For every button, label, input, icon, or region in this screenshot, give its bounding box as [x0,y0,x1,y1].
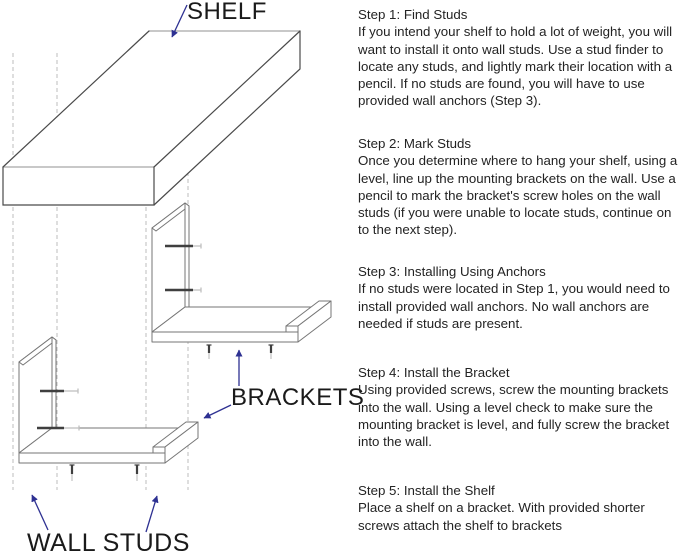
step-2-title: Step 2: Mark Studs [358,136,472,151]
step-3-title: Step 3: Installing Using Anchors [358,264,546,279]
upper-bracket [152,203,331,342]
wall-studs-label: WALL STUDS [27,529,190,556]
shelf-drawing [3,31,300,205]
step-5-title: Step 5: Install the Shelf [358,483,495,498]
step-3-body: If no studs were located in Step 1, you would need to install provided wall anchors. No wall anchors are needed if studs are present. [358,281,670,331]
step-2-body: Once you determine where to hang your shelf, using a level, line up the mounting brackets on the wall. Use a pencil to mark the bracket's screw holes on the wall studs (if you were unable to locate studs, continue on to the next step). [358,153,678,238]
step-4-title: Step 4: Install the Bracket [358,365,510,380]
step-5 [358,482,678,534]
step-1 [358,6,678,110]
shelf-label: SHELF [187,0,267,25]
step-5-body: Place a shelf on a bracket. With provided shorter screws attach the shelf to brackets [358,500,645,533]
step-4 [358,364,678,450]
step-3 [358,263,678,332]
wall-studs-arrow-right [146,496,157,532]
step-4-body: Using provided screws, screw the mounting brackets into the wall. Using a level check to make sure the mounting bracket is level, and fully screw the bracket into the wall. [358,382,670,450]
step-1-body: If you intend your shelf to hold a lot of weight, you will want to install it onto wall studs. Use a stud finder to locate any studs, and lightly mark their location with a pencil. If no studs are found, you will have to use provided wall anchors (Step 3). [358,24,673,109]
shelf-front-face [3,167,154,205]
lower-bracket [19,337,198,463]
brackets-arrow-lower [204,405,231,418]
wall-studs-arrow-left [32,495,48,530]
step-1-title: Step 1: Find Studs [358,7,468,22]
brackets-label: BRACKETS [231,384,365,411]
step-2 [358,135,678,239]
